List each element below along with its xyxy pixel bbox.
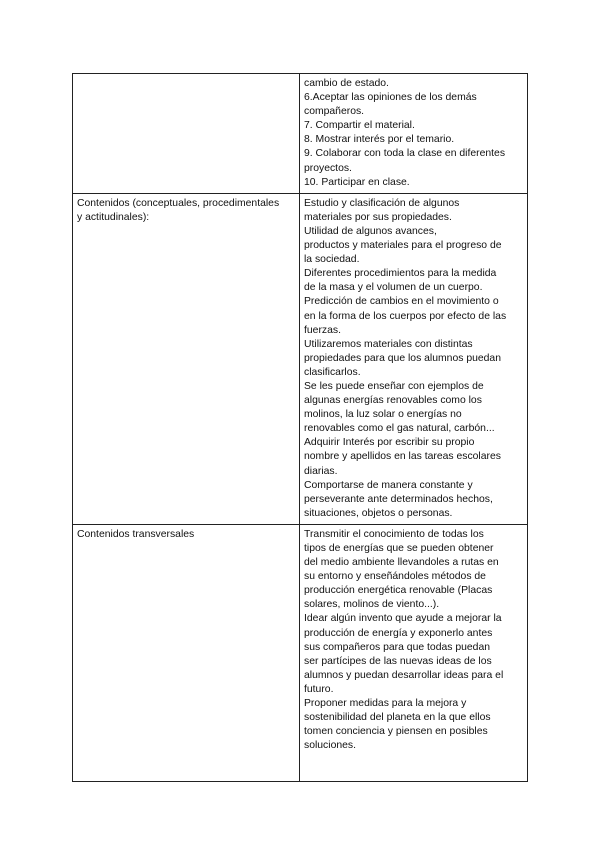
content-line: del medio ambiente llevandoles a rutas en (304, 557, 499, 569)
content-line: soluciones. (304, 740, 356, 752)
row-label-cell (73, 193, 300, 524)
curriculum-table (72, 73, 528, 782)
content-line: futuro. (304, 683, 334, 695)
row-label-line: y actitudinales): (77, 211, 150, 223)
content-line: renovables como el gas natural, carbón... (304, 423, 495, 435)
content-line: producción energética renovable (Placas (304, 585, 493, 597)
content-line: Estudio y clasificación de algunos (304, 197, 460, 209)
content-line: de la masa y el volumen de un cuerpo. (304, 282, 483, 294)
row-label-cell (73, 524, 300, 781)
content-line: cambio de estado. (304, 78, 389, 89)
content-line: ser partícipes de las nuevas ideas de los (304, 655, 492, 667)
table-row (73, 524, 528, 781)
row-content-cell (300, 524, 528, 781)
content-line: su entorno y enseñándoles métodos de (304, 571, 486, 583)
row-content-cell (300, 74, 528, 194)
row-label-line: Contenidos transversales (77, 528, 195, 540)
content-line: tomen conciencia y piensen en posibles (304, 726, 488, 738)
content-line: sostenibilidad del planeta en la que ellos (304, 712, 491, 724)
content-line: 7. Compartir el material. (304, 120, 415, 132)
content-line: fuerzas. (304, 324, 341, 336)
content-line: proyectos. (304, 162, 352, 174)
content-line: Transmitir el conocimiento de todas los (304, 528, 484, 540)
content-line: clasificarlos. (304, 366, 361, 378)
row-content-cell (300, 193, 528, 524)
content-line: Diferentes procedimientos para la medida (304, 268, 497, 280)
content-line: Idear algún invento que ayude a mejorar la (304, 613, 502, 625)
row-label-line: Contenidos (conceptuales, procedimentales (77, 197, 280, 209)
content-line: 10. Participar en clase. (304, 176, 410, 188)
row-label-cell (73, 74, 300, 194)
content-line: Comportarse de manera constante y (304, 479, 473, 491)
content-line: Adquirir Interés por escribir su propio (304, 437, 475, 449)
content-line: compañeros. (304, 106, 365, 118)
content-line: la sociedad. (304, 254, 360, 266)
content-line: Utilidad de algunos avances, (304, 225, 437, 237)
content-line: sus compañeros para que todas puedan (304, 641, 491, 653)
content-line: diarias. (304, 465, 338, 477)
content-line: molinos, la luz solar o energías no (304, 409, 462, 421)
content-line: 9. Colaborar con toda la clase en diferentes (304, 148, 506, 160)
content-line: nombre y apellidos en las tareas escolares (304, 451, 501, 463)
content-line: algunas energías renovables como los (304, 395, 482, 407)
content-line: perseverante ante determinados hechos, (304, 493, 493, 505)
content-line: Proponer medidas para la mejora y (304, 698, 467, 710)
content-line: situaciones, objetos o personas. (304, 507, 453, 519)
content-line: 8. Mostrar interés por el temario. (304, 134, 455, 146)
content-line: Predicción de cambios en el movimiento o (304, 296, 499, 308)
content-line: alumnos y puedan desarrollar ideas para el (304, 669, 504, 681)
table-row (73, 74, 528, 194)
content-line: 6.Aceptar las opiniones de los demás (304, 92, 477, 104)
content-line: en la forma de los cuerpos por efecto de las (304, 310, 507, 322)
content-line: Utilizaremos materiales con distintas (304, 338, 473, 350)
content-line: solares, molinos de viento...). (304, 599, 440, 611)
content-line: tipos de energías que se pueden obtener (304, 543, 494, 554)
content-line: Se les puede enseñar con ejemplos de (304, 380, 484, 392)
content-line: propiedades para que los alumnos puedan (304, 352, 501, 364)
content-line: materiales por sus propiedades. (304, 211, 452, 223)
content-line: productos y materiales para el progreso de (304, 240, 502, 252)
table-row (73, 193, 528, 524)
content-line: producción de energía y exponerlo antes (304, 627, 493, 639)
